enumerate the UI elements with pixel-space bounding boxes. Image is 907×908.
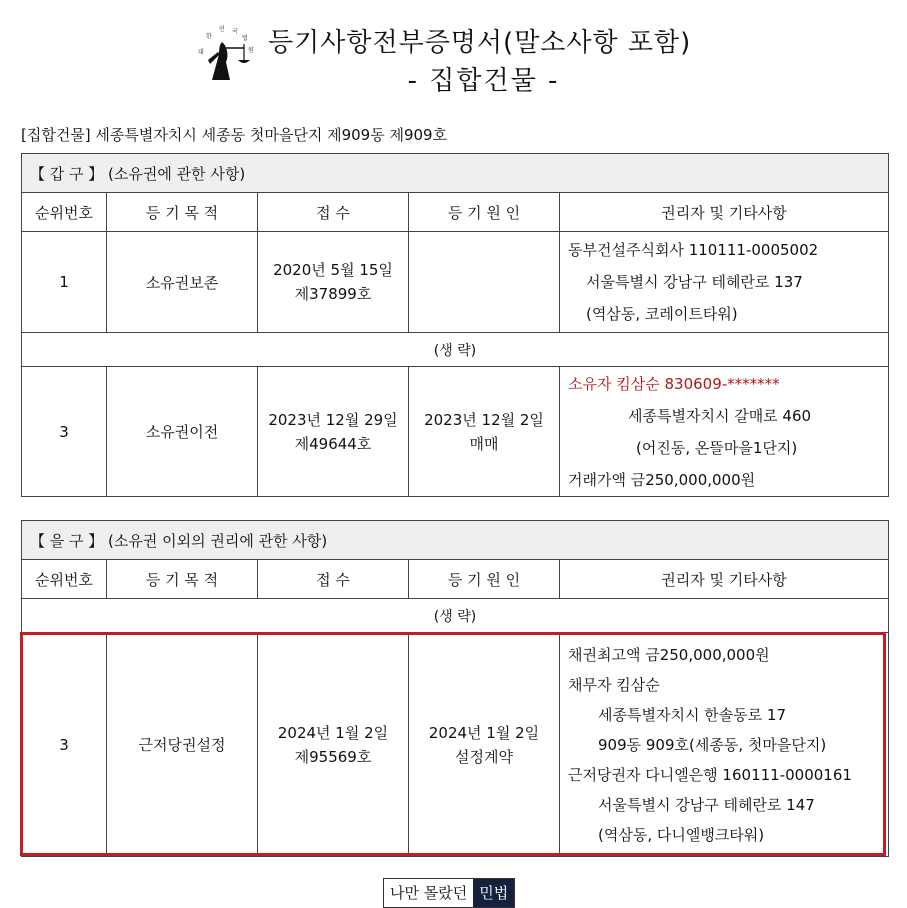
column-header: 등 기 목 적 [107,560,258,599]
receipt-cell [258,633,409,857]
table-row [22,633,889,857]
debtor-line: 채무자 킴삼순 [568,675,660,694]
gapgu-column-header-row [22,193,889,232]
cause-text: 설정계약 [455,747,513,766]
eulgu-column-header-row [22,560,889,599]
column-header: 접 수 [258,193,409,232]
rights-line: 서울특별시 강남구 테헤란로 137 [586,273,803,291]
eulgu-heading: 【 을 구 】 (소유권 이외의 권리에 관한 사항) [22,521,889,560]
column-header: 권리자 및 기타사항 [560,560,889,599]
cause-text: 매매 [469,434,499,453]
owner-line: 소유자 킴삼순 830609-******* [568,374,780,393]
column-header: 등 기 원 인 [409,560,560,599]
svg-text:민: 민 [219,26,225,33]
column-header: 등 기 목 적 [107,193,258,232]
svg-text:대: 대 [198,49,204,56]
rights-line: 세종특별자치시 한솔동로 17 [598,705,787,724]
receipt-number: 제95569호 [294,747,372,766]
trade-price-line: 거래가액 금250,000,000원 [568,470,756,489]
receipt-date: 2020년 5월 15일 [273,261,393,279]
property-subject-line: [집합건물] 세종특별자치시 세종동 첫마을단지 제909동 제909호 [21,126,448,144]
column-header: 순위번호 [22,560,107,599]
receipt-cell [258,367,409,497]
document-title: 등기사항전부증명서(말소사항 포함) [268,28,692,58]
receipt-date: 2024년 1월 2일 [277,723,389,742]
gapgu-heading: 【 갑 구 】 (소유권에 관한 사항) [22,154,889,193]
rights-cell [560,232,889,333]
column-header: 접 수 [258,560,409,599]
column-header: 등 기 원 인 [409,193,560,232]
badge-right-text: 민법 [473,879,514,907]
rights-line: 서울특별시 강남구 테헤란로 147 [598,795,815,814]
rights-cell [560,633,889,857]
svg-text:한: 한 [206,33,212,40]
receipt-number: 제49644호 [294,434,372,453]
svg-text:원: 원 [248,47,254,54]
rights-line: (역삼동, 코레이트타워) [586,305,738,323]
rights-line: (어진동, 온뜰마을1단지) [636,438,798,457]
omitted-row [22,333,889,367]
document-header [0,18,907,98]
rights-line: (역삼동, 다니엘뱅크타워) [598,825,765,844]
cause-cell [409,367,560,497]
rank-cell: 3 [22,633,107,857]
svg-text:법: 법 [242,35,248,42]
receipt-date: 2023년 12월 29일 [268,410,398,429]
eulgu-table [21,520,889,857]
table-row [22,367,889,497]
omitted-text: (생 략) [22,333,889,367]
mortgagee-line: 근저당권자 다니엘은행 160111-0000161 [568,765,852,784]
omitted-text: (생 략) [22,599,889,633]
svg-text:국: 국 [232,28,238,35]
omitted-row [22,599,889,633]
cause-date: 2023년 12월 2일 [424,410,544,429]
rights-line: 909동 909호(세종동, 첫마을단지) [598,735,827,754]
rights-cell [560,367,889,497]
max-claim-line: 채권최고액 금250,000,000원 [568,645,770,664]
document-subtitle: - 집합건물 - [407,66,560,96]
rights-line: 세종특별자치시 갈매로 460 [628,406,812,425]
column-header: 권리자 및 기타사항 [560,193,889,232]
purpose-cell: 근저당권설정 [107,633,258,857]
table-row [22,232,889,333]
receipt-cell [258,232,409,333]
column-header: 순위번호 [22,193,107,232]
purpose-cell: 소유권보존 [107,232,258,333]
badge-left-text: 나만 몰랐던 [384,879,473,907]
purpose-cell: 소유권이전 [107,367,258,497]
brand-badge [383,878,515,908]
gapgu-table [21,153,889,497]
cause-date: 2024년 1월 2일 [428,723,540,742]
cause-cell [409,633,560,857]
rights-line: 동부건설주식회사 110111-0005002 [568,241,819,259]
rank-cell: 1 [22,232,107,333]
rank-cell: 3 [22,367,107,497]
receipt-number: 제37899호 [294,285,372,303]
cause-cell [409,232,560,333]
